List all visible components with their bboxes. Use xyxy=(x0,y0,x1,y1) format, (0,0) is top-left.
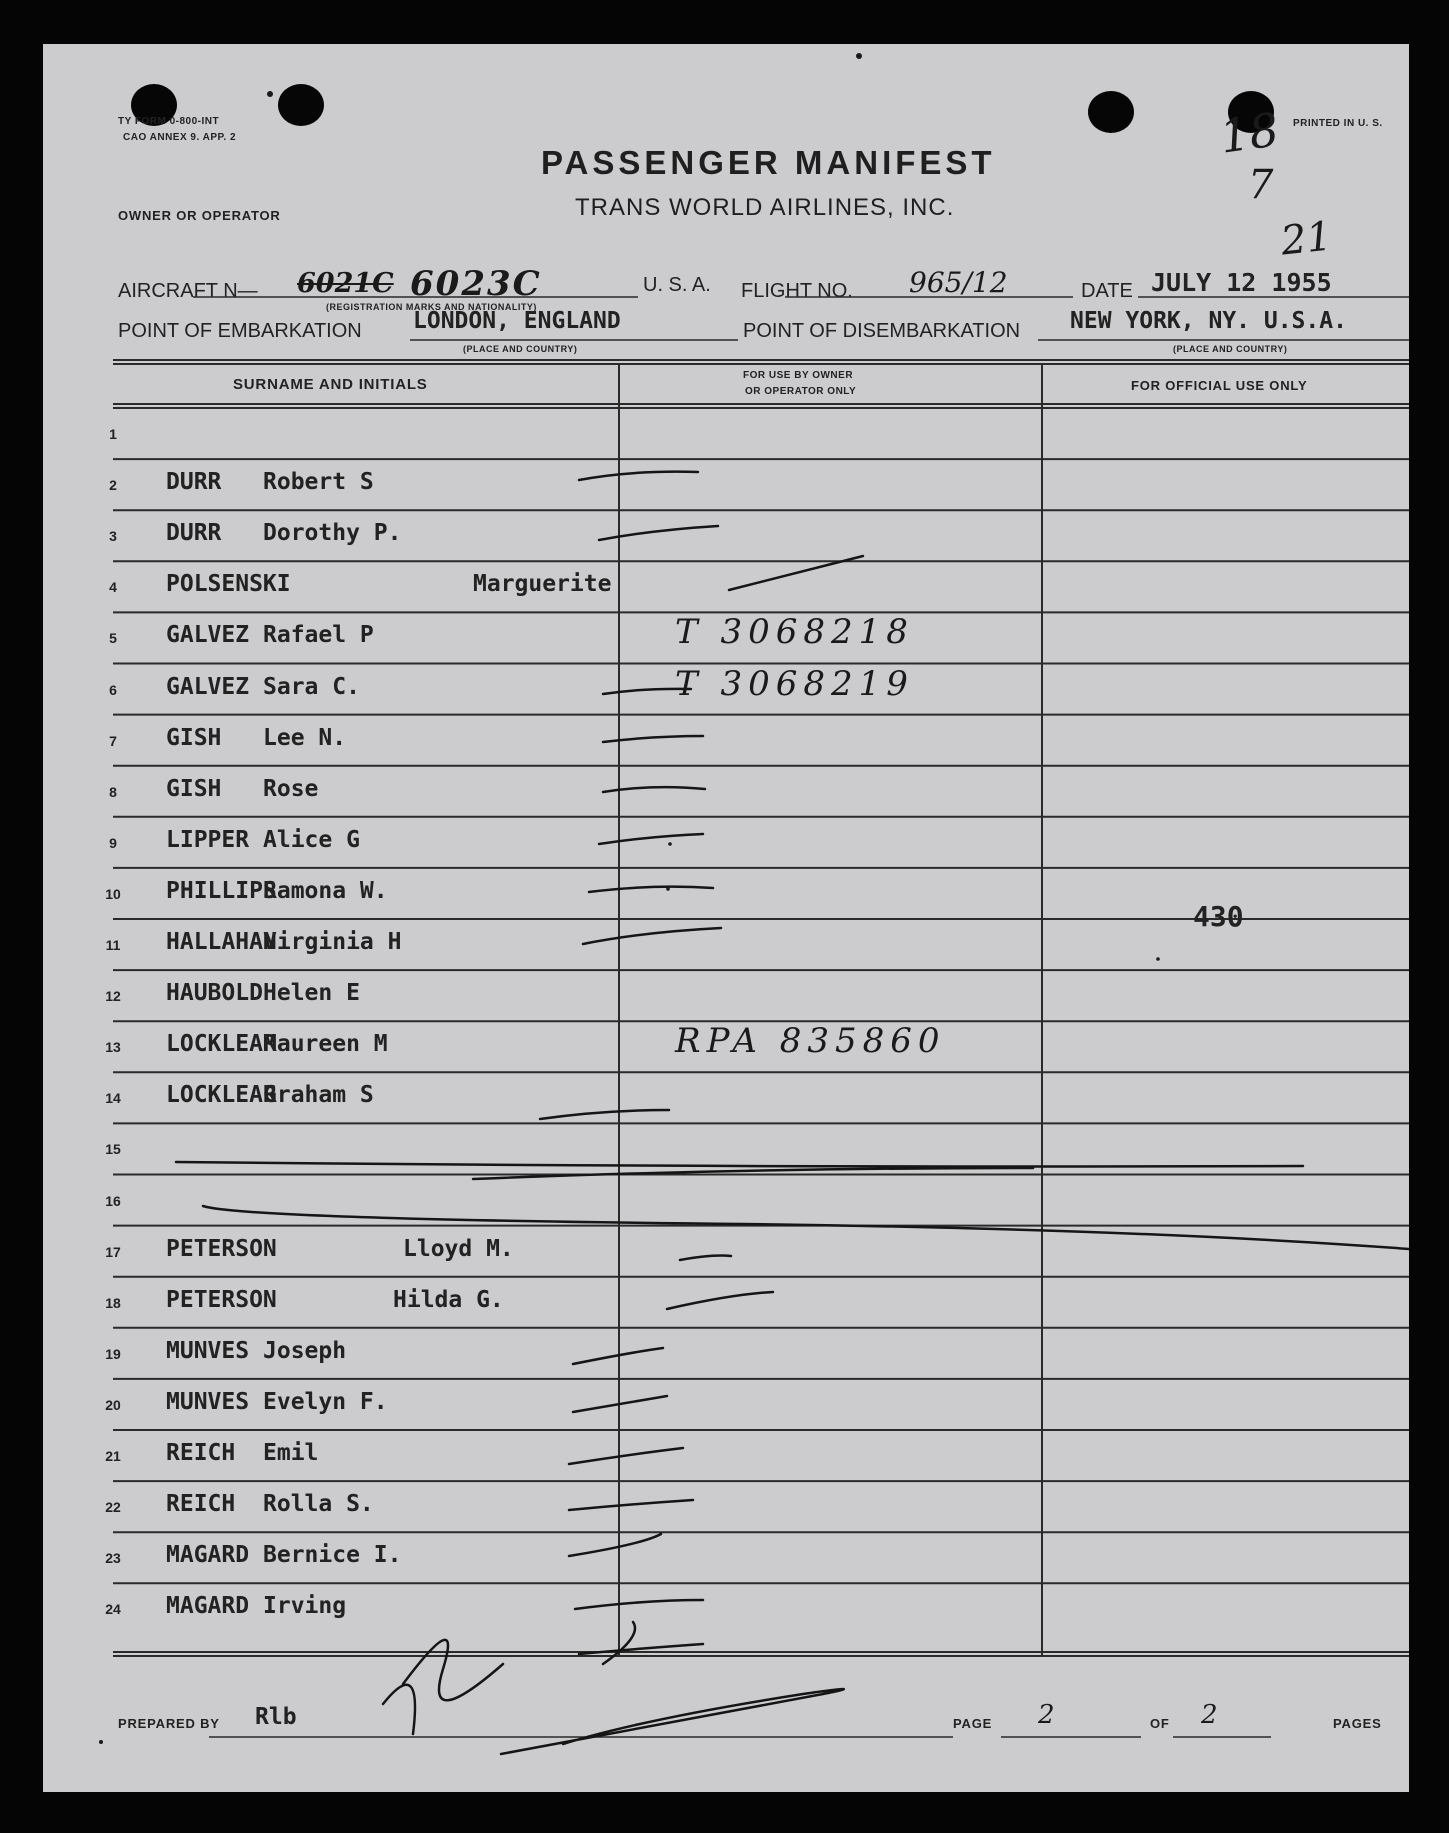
corner-note-3: 21 xyxy=(1278,213,1335,265)
passenger-surname: PHILLIPS xyxy=(166,877,277,904)
passenger-given-names: Hilda G. xyxy=(393,1286,504,1313)
passenger-given-names: Helen E xyxy=(263,980,360,1007)
passenger-row xyxy=(43,970,1409,1021)
disembarkation-caption: (PLACE AND COUNTRY) xyxy=(1173,344,1288,354)
row-number: 17 xyxy=(105,1243,121,1260)
passenger-given-names: Irving xyxy=(263,1593,347,1620)
passenger-surname: GISH xyxy=(166,775,222,802)
passenger-given-names: Dorothy P. xyxy=(263,520,402,547)
column-header-name: SURNAME AND INITIALS xyxy=(233,376,428,393)
row-number: 24 xyxy=(105,1601,121,1618)
passenger-given-names: Bernice I. xyxy=(263,1542,402,1569)
passenger-row xyxy=(43,1175,1409,1226)
passenger-given-names: Ramona W. xyxy=(263,877,388,904)
passenger-surname: DURR xyxy=(166,469,222,496)
row-number: 22 xyxy=(105,1499,121,1516)
column-header-owner-2: OR OPERATOR ONLY xyxy=(745,386,857,397)
disembarkation-value: NEW YORK, NY. U.S.A. xyxy=(1070,308,1347,334)
passenger-given-names: Rose xyxy=(263,775,319,802)
form-id-line1: TY FORM 0-800-INT xyxy=(118,116,220,127)
passenger-given-names: Lloyd M. xyxy=(403,1235,514,1262)
row-number: 4 xyxy=(109,579,117,596)
passenger-given-names: Emil xyxy=(263,1440,319,1466)
aircraft-label: AIRCRAFT N— xyxy=(118,280,258,302)
owner-note: RPA 835860 xyxy=(675,1021,946,1062)
row-number: 19 xyxy=(105,1345,121,1362)
row-number: 21 xyxy=(105,1448,121,1464)
column-header-official: FOR OFFICIAL USE ONLY xyxy=(1131,378,1308,393)
row-number: 5 xyxy=(109,630,117,647)
passenger-row xyxy=(43,1583,1409,1634)
aircraft-struck-value: 6021C xyxy=(297,268,394,299)
of-value: 2 xyxy=(1201,1700,1218,1730)
passenger-surname: MAGARD xyxy=(166,1593,250,1620)
passenger-surname: MUNVES xyxy=(166,1388,250,1415)
passenger-given-names: Rafael P xyxy=(263,622,374,649)
disembarkation-label: POINT OF DISEMBARKATION xyxy=(743,320,1021,342)
row-number: 1 xyxy=(109,426,117,442)
official-note: 430 xyxy=(1193,900,1244,933)
passenger-given-names: Robert S xyxy=(263,469,374,496)
date-value: JULY 12 1955 xyxy=(1151,268,1332,297)
row-number: 6 xyxy=(109,681,117,698)
flight-value: 965/12 xyxy=(909,266,1008,299)
row-number: 20 xyxy=(105,1396,121,1413)
country-label: U. S. A. xyxy=(643,274,711,296)
row-number: 10 xyxy=(105,885,121,902)
row-number: 9 xyxy=(109,834,117,851)
passenger-surname: MAGARD xyxy=(166,1542,250,1569)
passenger-given-names: Rolla S. xyxy=(263,1491,374,1518)
passenger-row xyxy=(43,715,1409,766)
row-number: 23 xyxy=(105,1550,121,1567)
passenger-given-names: Joseph xyxy=(263,1337,347,1364)
passenger-surname: HALLAHAN xyxy=(166,929,277,955)
passenger-given-names: Evelyn F. xyxy=(263,1388,388,1415)
passenger-given-names: Marguerite xyxy=(473,571,612,598)
row-number: 11 xyxy=(105,937,121,953)
passenger-given-names: Lee N. xyxy=(263,724,347,751)
registration-caption: (REGISTRATION MARKS AND NATIONALITY) xyxy=(326,302,537,312)
passenger-surname: HAUBOLD xyxy=(166,980,263,1007)
passenger-surname: LOCKLEAR xyxy=(166,1031,277,1058)
passenger-given-names: Alice G xyxy=(263,826,360,853)
corner-note-1: 18 xyxy=(1216,102,1283,164)
passenger-surname: PETERSON xyxy=(166,1235,277,1262)
owner-note: T 3068218 xyxy=(675,612,914,653)
passenger-surname: REICH xyxy=(166,1440,236,1466)
flight-label: FLIGHT NO. xyxy=(741,280,853,302)
embarkation-value: LONDON, ENGLAND xyxy=(413,308,621,334)
passenger-row xyxy=(43,1481,1409,1532)
date-label: DATE xyxy=(1081,280,1133,302)
row-number: 3 xyxy=(109,528,117,545)
passenger-surname: DURR xyxy=(166,520,222,547)
airline-name: TRANS WORLD AIRLINES, INC. xyxy=(575,194,955,221)
owner-label: OWNER OR OPERATOR xyxy=(118,208,281,223)
passenger-surname: MUNVES xyxy=(166,1337,250,1364)
form-id-line2: CAO ANNEX 9. APP. 2 xyxy=(123,132,237,143)
passenger-row xyxy=(43,1277,1409,1328)
passenger-row xyxy=(43,1532,1409,1583)
owner-note: T 3068219 xyxy=(675,663,914,704)
row-number: 18 xyxy=(105,1294,121,1311)
passenger-row xyxy=(43,817,1409,868)
passenger-row xyxy=(43,766,1409,817)
embarkation-label: POINT OF EMBARKATION xyxy=(118,320,362,342)
row-number: 13 xyxy=(105,1039,121,1056)
passenger-row xyxy=(43,561,1409,612)
passenger-surname: POLSENSKI xyxy=(166,571,291,598)
passenger-row xyxy=(43,1328,1409,1379)
passenger-row xyxy=(43,1021,1409,1072)
row-number: 7 xyxy=(109,732,117,749)
row-number: 12 xyxy=(105,988,121,1005)
passenger-surname: PETERSON xyxy=(166,1286,277,1313)
corner-note-2: 7 xyxy=(1248,162,1274,208)
passenger-row xyxy=(43,612,1409,663)
passenger-given-names: Graham S xyxy=(263,1082,374,1109)
passenger-given-names: Virginia H xyxy=(263,929,402,955)
row-number: 8 xyxy=(109,783,117,800)
embarkation-caption: (PLACE AND COUNTRY) xyxy=(463,344,578,354)
of-label: OF xyxy=(1150,1716,1170,1731)
passenger-row xyxy=(43,510,1409,561)
passenger-surname: GALVEZ xyxy=(166,673,250,700)
passenger-surname: LIPPER xyxy=(166,826,250,853)
column-header-owner-1: FOR USE BY OWNER xyxy=(743,370,854,381)
page-value: 2 xyxy=(1038,1700,1055,1730)
aircraft-value: 6023C xyxy=(410,264,542,304)
form-title: PASSENGER MANIFEST xyxy=(541,144,996,181)
passenger-row xyxy=(43,1379,1409,1430)
passenger-row xyxy=(43,1072,1409,1123)
row-number: 16 xyxy=(105,1192,121,1209)
row-number: 14 xyxy=(105,1090,121,1107)
passenger-surname: LOCKLEAR xyxy=(166,1082,277,1109)
passenger-given-names: Maureen M xyxy=(263,1031,388,1058)
passenger-row xyxy=(43,664,1409,715)
passenger-surname: GISH xyxy=(166,724,222,751)
passenger-row xyxy=(43,1430,1409,1481)
passenger-row xyxy=(43,1226,1409,1277)
row-number: 15 xyxy=(105,1141,121,1158)
passenger-row xyxy=(43,408,1409,459)
passenger-row xyxy=(43,1123,1409,1174)
printed-in-label: PRINTED IN U. S. xyxy=(1293,118,1383,129)
prepared-by-value: Rlb xyxy=(255,1704,297,1730)
manifest-sheet xyxy=(43,44,1409,1792)
passenger-surname: REICH xyxy=(166,1491,236,1518)
row-number: 2 xyxy=(109,477,117,494)
passenger-given-names: Sara C. xyxy=(263,673,360,700)
prepared-by-label: PREPARED BY xyxy=(118,1716,220,1731)
pages-label: PAGES xyxy=(1333,1716,1382,1731)
page-label: PAGE xyxy=(953,1716,993,1731)
passenger-surname: GALVEZ xyxy=(166,622,250,649)
passenger-row xyxy=(43,459,1409,510)
